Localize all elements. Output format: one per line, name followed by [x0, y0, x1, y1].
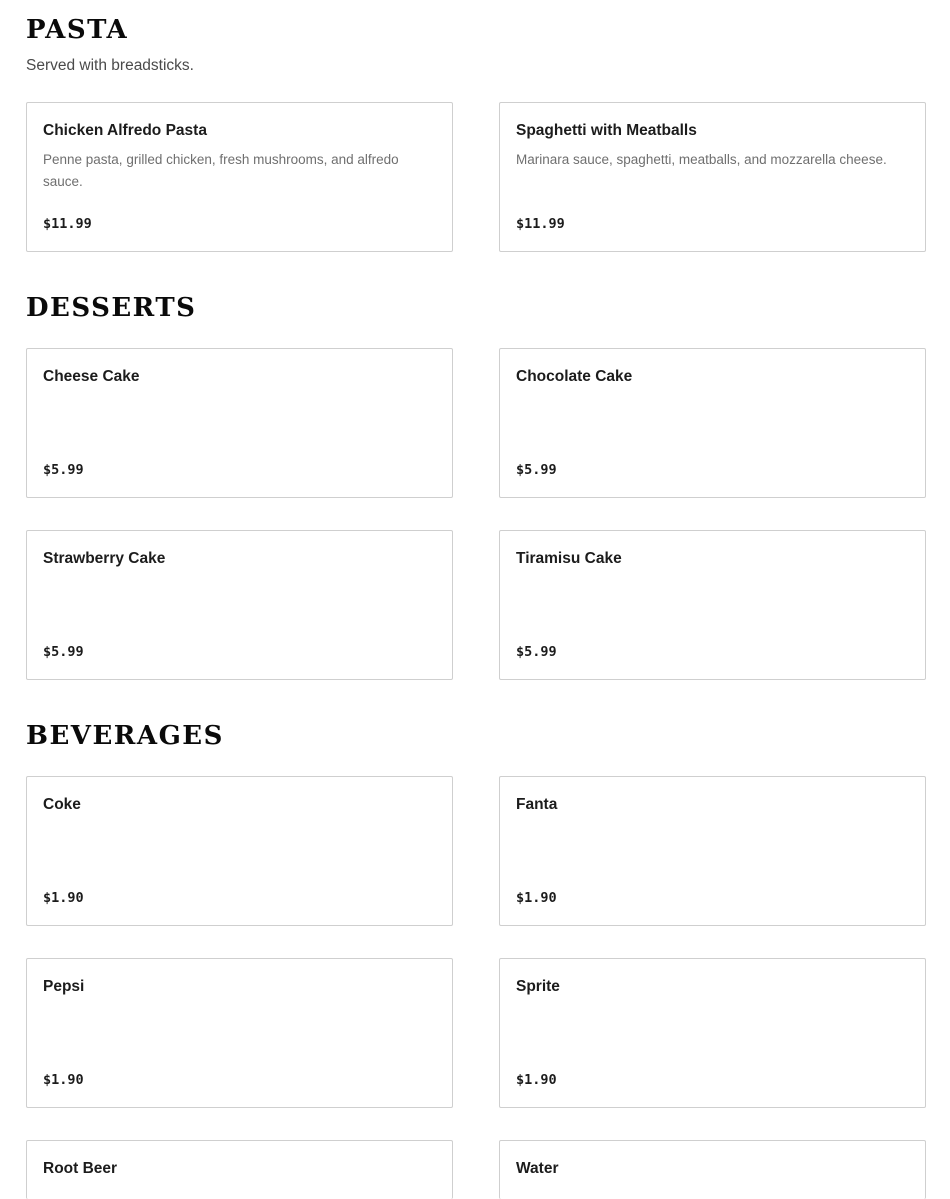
section-title: BEVERAGES [26, 721, 224, 751]
menu-item-name: Chicken Alfredo Pasta [43, 122, 207, 139]
menu-item-card[interactable] [499, 348, 926, 498]
menu-item-card[interactable] [26, 530, 453, 680]
menu-item-name: Pepsi [43, 978, 85, 995]
menu-item-description: Marinara sauce, spaghetti, meatballs, and mozzarella cheese. [516, 152, 887, 167]
menu-item-price: $5.99 [516, 462, 557, 478]
menu-item-card[interactable] [26, 958, 453, 1108]
menu-item-price: $1.90 [43, 890, 84, 906]
menu-item-card[interactable] [26, 776, 453, 926]
menu-item-card[interactable] [26, 102, 453, 252]
menu-item-price: $11.99 [43, 216, 92, 232]
menu-item-card[interactable] [499, 958, 926, 1108]
menu-item-price: $1.90 [516, 890, 557, 906]
menu-item-name: Coke [43, 796, 81, 813]
menu-item-card[interactable] [499, 1140, 926, 1199]
menu-item-price: $5.99 [43, 462, 84, 478]
menu-item-name: Spaghetti with Meatballs [516, 122, 697, 139]
menu-item-name: Cheese Cake [43, 368, 140, 385]
section-title: PASTA [26, 15, 129, 45]
section-title: DESSERTS [26, 293, 197, 323]
menu-item-price: $11.99 [516, 216, 565, 232]
menu-item-name: Root Beer [43, 1160, 118, 1177]
menu-item-card[interactable] [26, 348, 453, 498]
section-subtitle: Served with breadsticks. [26, 57, 194, 74]
menu-item-card[interactable] [499, 776, 926, 926]
menu-item-card[interactable] [499, 530, 926, 680]
menu-item-card[interactable] [499, 102, 926, 252]
menu-item-name: Water [516, 1160, 559, 1177]
menu-item-name: Chocolate Cake [516, 368, 633, 385]
menu-item-card[interactable] [26, 1140, 453, 1199]
menu-item-price: $5.99 [43, 644, 84, 660]
menu-item-name: Strawberry Cake [43, 550, 166, 567]
menu-item-description: Penne pasta, grilled chicken, fresh mushrooms, and alfredo sauce. [43, 152, 399, 189]
menu-item-name: Sprite [516, 978, 560, 995]
menu-item-name: Fanta [516, 796, 558, 813]
menu-item-price: $1.90 [43, 1072, 84, 1088]
menu-item-name: Tiramisu Cake [516, 550, 622, 567]
menu-item-price: $5.99 [516, 644, 557, 660]
menu-item-price: $1.90 [516, 1072, 557, 1088]
